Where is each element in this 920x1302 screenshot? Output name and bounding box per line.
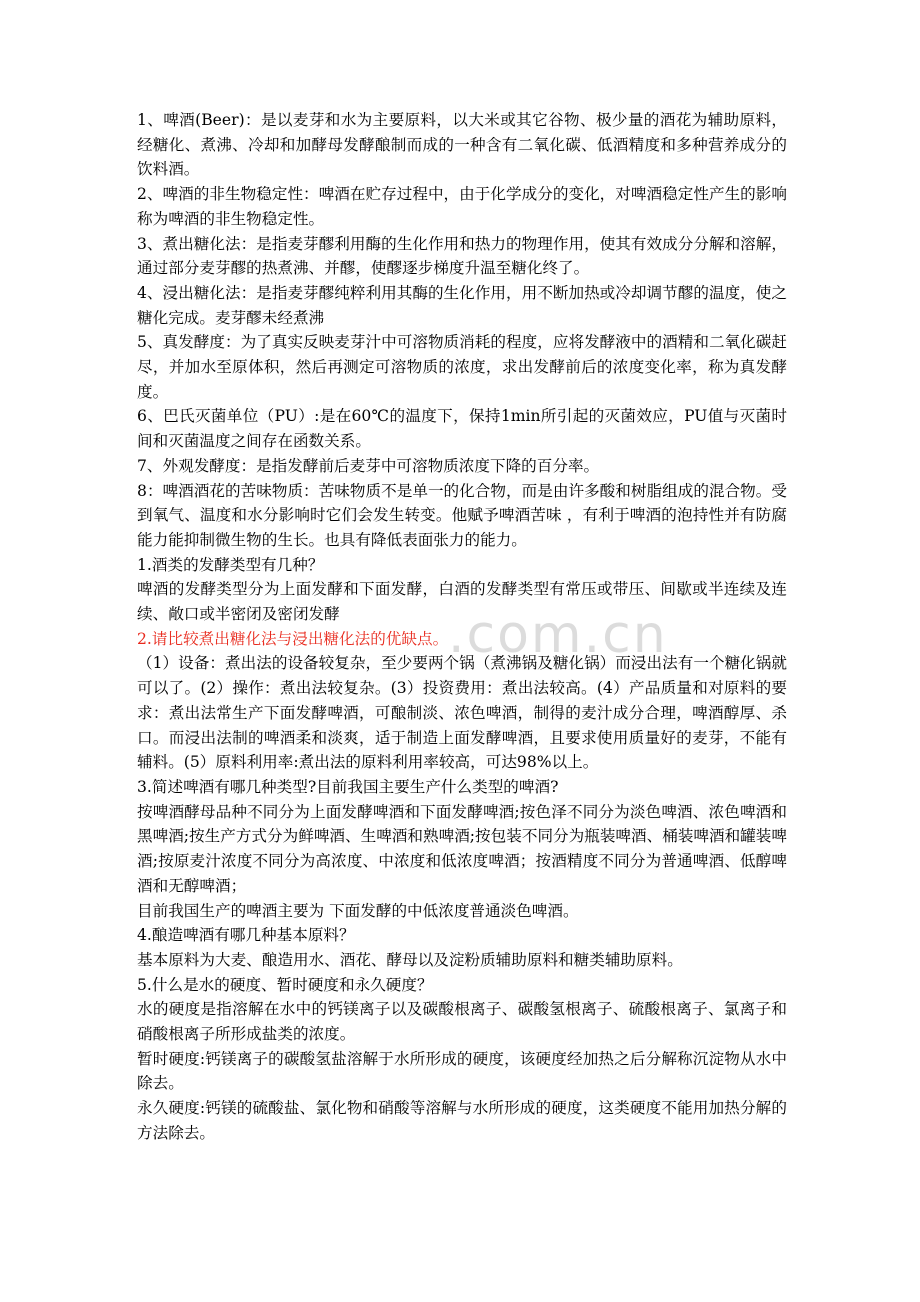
answer-4: 基本原料为大麦、酿造用水、酒花、酵母以及淀粉质辅助原料和糖类辅助原料。 bbox=[137, 950, 683, 969]
watermark: .com.cn bbox=[448, 605, 668, 665]
paragraph-6: 6、巴氏灭菌单位（PU）:是在60℃的温度下，保持1min所引起的灭菌效应，PU值与灭菌时间和灭菌温度之间存在函数关系。 bbox=[137, 407, 787, 451]
answer-5b: 暂时硬度:钙镁离子的碳酸氢盐溶解于水所形成的硬度，该硬度经加热之后分解称沉淀物从水中除去。 bbox=[137, 1049, 787, 1093]
question-3: 3.简述啤酒有哪几种类型?目前我国主要生产什么类型的啤酒? bbox=[137, 777, 559, 796]
paragraph-5: 5、真发酵度：为了真实反映麦芽汁中可溶物质消耗的程度，应将发酵液中的酒精和二氧化碳赶尽，并加水至原体积，然后再测定可溶物质的浓度，求出发酵前后的浓度变化率，称为真发酵度。 bbox=[137, 333, 787, 401]
document-body bbox=[137, 108, 787, 1146]
paragraph-2: 2、啤酒的非生物稳定性：啤酒在贮存过程中，由于化学成分的变化，对啤酒稳定性产生的影响称为啤酒的非生物稳定性。 bbox=[137, 185, 787, 228]
answer-3b: 目前我国生产的啤酒主要为 下面发酵的中低浓度普通淡色啤酒。 bbox=[137, 901, 579, 920]
paragraph-8: 8：啤酒酒花的苦味物质：苦味物质不是单一的化合物，而是由许多酸和树脂组成的混合物。受到氧气、温度和水分影响时它们会发生转变。他赋予啤酒苦味 ，有利于啤酒的泡持性并有防腐能力能抑制微生物的生长。也具有降低表面张力的能力。 bbox=[137, 481, 787, 549]
question-2: 2.请比较煮出糖化法与浸出糖化法的优缺点。 bbox=[137, 629, 449, 648]
paragraph-7: 7、外观发酵度：是指发酵前后麦芽中可溶物质浓度下降的百分率。 bbox=[137, 456, 600, 475]
answer-3a: 按啤酒酵母品种不同分为上面发酵啤酒和下面发酵啤酒;按色泽不同分为淡色啤酒、浓色啤酒和黑啤酒;按生产方式分为鲜啤酒、生啤酒和熟啤酒;按包装不同分为瓶装啤酒、桶装啤酒和罐装啤酒;按原麦汁浓度不同分为高浓度、中浓度和低浓度啤酒；按酒精度不同分为普通啤酒、低醇啤酒和无醇啤酒； bbox=[137, 802, 787, 895]
question-1: 1.酒类的发酵类型有几种？ bbox=[137, 555, 324, 574]
paragraph-3: 3、煮出糖化法：是指麦芽醪利用酶的生化作用和热力的物理作用，使其有效成分分解和溶解，通过部分麦芽醪的热煮沸、并醪，使醪逐步梯度升温至糖化终了。 bbox=[137, 234, 787, 278]
answer-5a: 水的硬度是指溶解在水中的钙镁离子以及碳酸根离子、碳酸氢根离子、硫酸根离子、氯离子和硝酸根离子所形成盐类的浓度。 bbox=[137, 1000, 787, 1044]
answer-2: （1）设备：煮出法的设备较复杂，至少要两个锅（煮沸锅及糖化锅）而浸出法有一个糖化锅就可以了。(2）操作：煮出法较复杂。(3）投资费用：煮出法较高。(4）产品质量和对原料的要求：煮出法常生产下面发酵啤酒，可酿制淡、浓色啤酒，制得的麦汁成分合理，啤酒醇厚、杀口。而浸出法制的啤酒柔和淡爽，适于制造上面发酵啤酒，且要求使用质量好的麦芽，不能有辅料。(5）原料利用率:煮出法的原料利用率较高，可达98%以上。 bbox=[137, 654, 787, 772]
answer-1: 啤酒的发酵类型分为上面发酵和下面发酵，白酒的发酵类型有常压或带压、间歇或半连续及连续、敞口或半密闭及密闭发酵 bbox=[137, 580, 787, 624]
question-5: 5.什么是水的硬度、暂时硬度和永久硬度？ bbox=[137, 975, 433, 994]
paragraph-1: 1、啤酒(Beer)：是以麦芽和水为主要原料，以大米或其它谷物、极少量的酒花为辅助原料，经糖化、煮沸、冷却和加酵母发酵酿制而成的一种含有二氧化碳、低酒精度和多种营养成分的饮料酒。 bbox=[137, 111, 787, 179]
paragraph-4: 4、浸出糖化法：是指麦芽醪纯粹利用其酶的生化作用，用不断加热或冷却调节醪的温度，使之糖化完成。麦芽醪未经煮沸 bbox=[137, 283, 787, 327]
answer-5c: 永久硬度:钙镁的硫酸盐、氯化物和硝酸等溶解与水所形成的硬度，这类硬度不能用加热分解的方法除去。 bbox=[137, 1099, 787, 1142]
question-4: 4.酿造啤酒有哪几种基本原料？ bbox=[137, 926, 355, 945]
